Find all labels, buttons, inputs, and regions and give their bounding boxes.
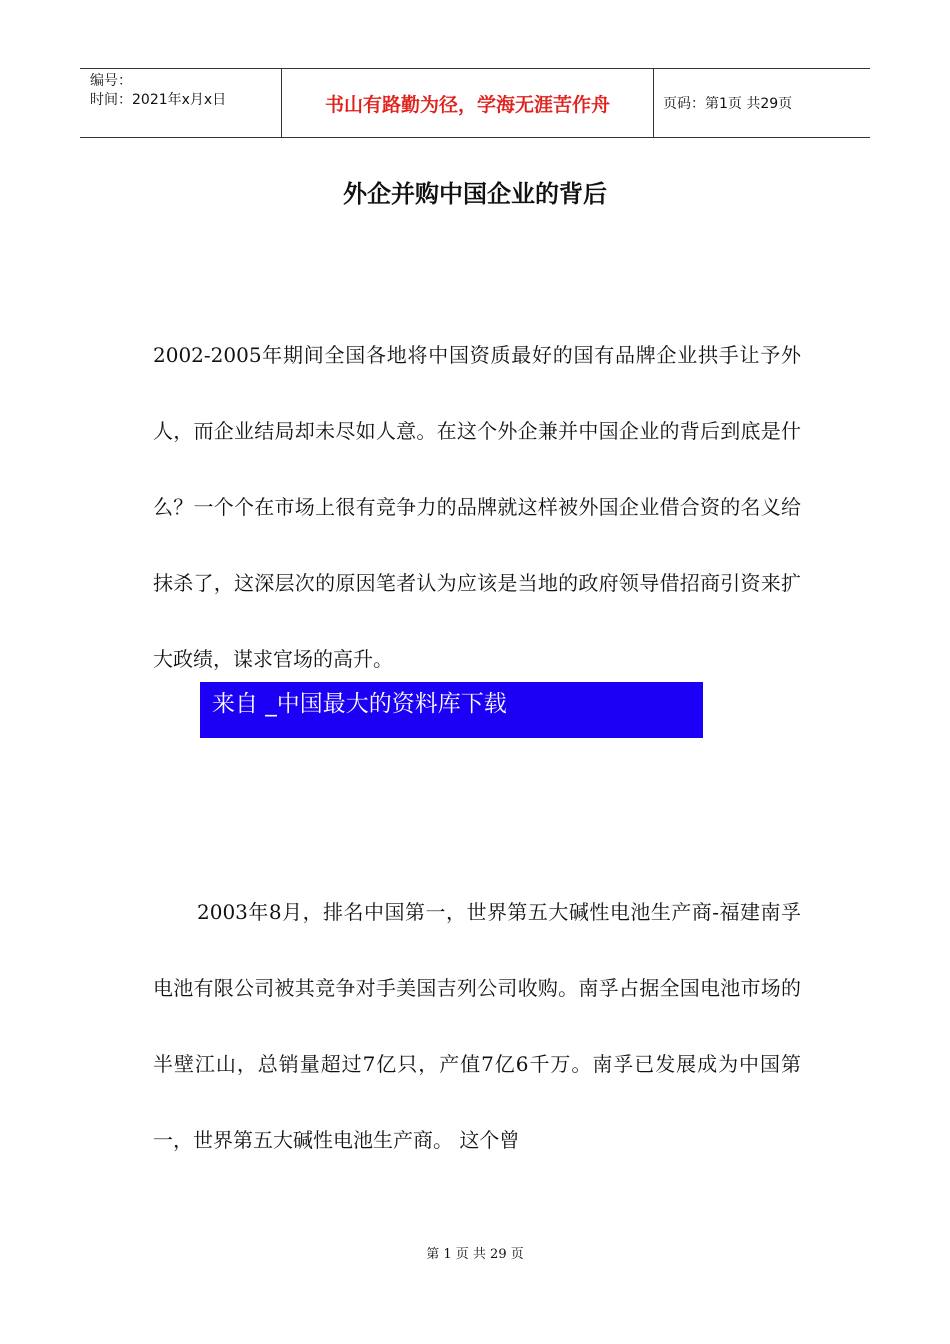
download-banner[interactable]: 来自 _中国最大的资料库下载 xyxy=(200,682,703,738)
document-title: 外企并购中国企业的背后 xyxy=(343,180,607,208)
paragraph-1: 2002-2005年期间全国各地将中国资质最好的国有品牌企业拱手让予外人，而企业结局却未尽如人意。在这个外企兼并中国企业的背后到底是什么？一个个在市场上很有竞争力的品牌就这样被外国企业借合资的名义给抹杀了，这深层次的原因笔者认为应该是当地的政府领导借招商引资来扩大政绩，谋求官场的高升。 xyxy=(153,343,801,671)
serial-label: 编号： xyxy=(90,73,132,89)
time-label: 时间：2021年x月x日 xyxy=(90,92,227,108)
header-meta xyxy=(80,69,282,137)
page-footer: 第 1 页 共 29 页 xyxy=(426,1247,524,1262)
header-motto: 书山有路勤为径，学海无涯苦作舟 xyxy=(282,69,654,137)
paragraph-2: 2003年8月，排名中国第一，世界第五大碱性电池生产商-福建南孚电池有限公司被其竞争对手美国吉列公司收购。南孚占据全国电池市场的半壁江山，总销量超过7亿只，产值7亿6千万。南孚已发展成为中国第一，世界第五大碱性电池生产商。 这个曾 xyxy=(153,900,801,1152)
page-header xyxy=(80,68,870,138)
header-page-info: 页码：第1页 共29页 xyxy=(663,96,793,112)
